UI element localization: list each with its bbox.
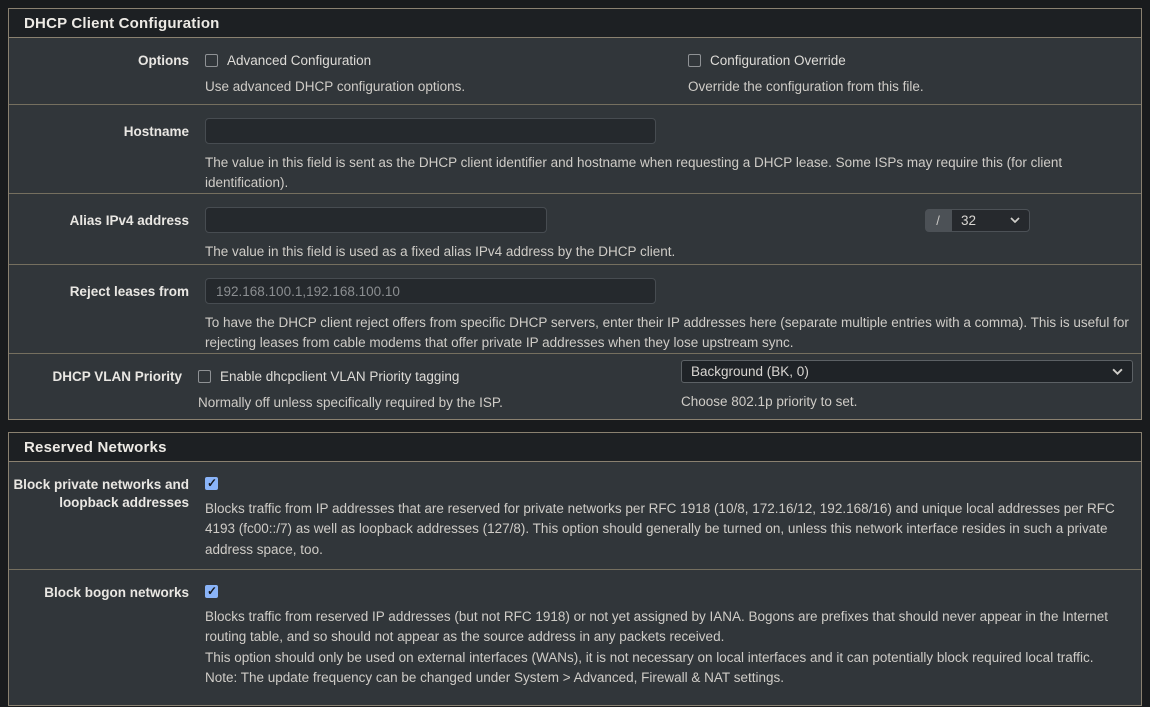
block-bogon-help-1: Blocks traffic from reserved IP addresses (but not RFC 1918) or not yet assigned by IANA. Bogons are prefixes that should never appear in the Internet routing table, and so should not appear as the source address in any packets received. bbox=[205, 609, 1108, 645]
panel-title-reserved: Reserved Networks bbox=[9, 433, 1141, 462]
alias-ipv4-row bbox=[9, 194, 1141, 265]
alias-mask-group bbox=[925, 209, 1030, 232]
advanced-configuration-label: Advanced Configuration bbox=[227, 53, 372, 68]
vlan-priority-tagging-label: Enable dhcpclient VLAN Priority tagging bbox=[220, 369, 460, 384]
reserved-networks-panel bbox=[8, 432, 1142, 706]
vlan-priority-tagging-checkbox[interactable] bbox=[198, 370, 211, 383]
configuration-override-help: Override the configuration from this file. bbox=[688, 79, 924, 94]
vlan-priority-value: Background (BK, 0) bbox=[691, 364, 809, 379]
block-bogon-label: Block bogon networks bbox=[44, 585, 189, 600]
panel-title-dhcp: DHCP Client Configuration bbox=[9, 9, 1141, 38]
reject-leases-row bbox=[9, 265, 1141, 354]
reject-leases-help: To have the DHCP client reject offers from specific DHCP servers, enter their IP addresses here (separate multiple entries with a comma). This is useful for rejecting leases from cable modems that offer private IP addresses when they lose upstream sync. bbox=[205, 315, 1129, 351]
chevron-down-icon bbox=[1112, 368, 1123, 375]
reject-leases-label: Reject leases from bbox=[69, 284, 189, 299]
vlan-priority-label: DHCP VLAN Priority bbox=[52, 369, 182, 384]
hostname-label: Hostname bbox=[123, 124, 189, 139]
advanced-configuration-help: Use advanced DHCP configuration options. bbox=[205, 79, 466, 94]
dhcp-client-configuration-panel bbox=[8, 8, 1142, 420]
cidr-mask-select[interactable] bbox=[951, 209, 1030, 232]
alias-ipv4-label: Alias IPv4 address bbox=[69, 213, 189, 228]
vlan-priority-select[interactable] bbox=[681, 360, 1133, 383]
chevron-down-icon bbox=[1010, 217, 1020, 223]
alias-ipv4-input[interactable] bbox=[205, 207, 547, 233]
alias-ipv4-help: The value in this field is used as a fixed alias IPv4 address by the DHCP client. bbox=[205, 244, 676, 259]
block-bogon-checkbox[interactable] bbox=[205, 585, 218, 598]
block-bogon-help-3: Note: The update frequency can be changed under System > Advanced, Firewall & NAT settings. bbox=[205, 669, 784, 685]
cidr-slash-addon: / bbox=[925, 209, 951, 232]
block-private-row bbox=[9, 462, 1141, 570]
vlan-priority-select-help: Choose 802.1p priority to set. bbox=[681, 394, 858, 409]
vlan-priority-help: Normally off unless specifically required by the ISP. bbox=[198, 395, 503, 410]
block-private-help: Blocks traffic from IP addresses that are reserved for private networks per RFC 1918 (10/8, 172.16/12, 192.168/16) and unique local addresses per RFC 4193 (fc00::/7) as well as loopback addresses (127/8). This option should generally be turned on, unless this network interface resides in such a private address space, too. bbox=[205, 501, 1115, 557]
block-bogon-help-2: This option should only be used on external interfaces (WANs), it is not necessary on local interfaces and it can potentially block required local traffic. bbox=[205, 649, 1094, 665]
options-row bbox=[9, 38, 1141, 105]
vlan-priority-row bbox=[9, 354, 1141, 419]
advanced-configuration-checkbox[interactable] bbox=[205, 54, 218, 67]
options-label: Options bbox=[138, 53, 189, 68]
hostname-input[interactable] bbox=[205, 118, 656, 144]
block-private-label: Block private networks and loopback addresses bbox=[13, 477, 189, 511]
reject-leases-input[interactable] bbox=[205, 278, 656, 304]
hostname-row bbox=[9, 105, 1141, 194]
cidr-mask-value: 32 bbox=[961, 212, 977, 228]
configuration-override-label: Configuration Override bbox=[710, 53, 846, 68]
block-bogon-row bbox=[9, 570, 1141, 705]
block-private-checkbox[interactable] bbox=[205, 477, 218, 490]
hostname-help: The value in this field is sent as the DHCP client identifier and hostname when requesting a DHCP lease. Some ISPs may require this (for client identification). bbox=[205, 155, 1063, 191]
configuration-override-checkbox[interactable] bbox=[688, 54, 701, 67]
